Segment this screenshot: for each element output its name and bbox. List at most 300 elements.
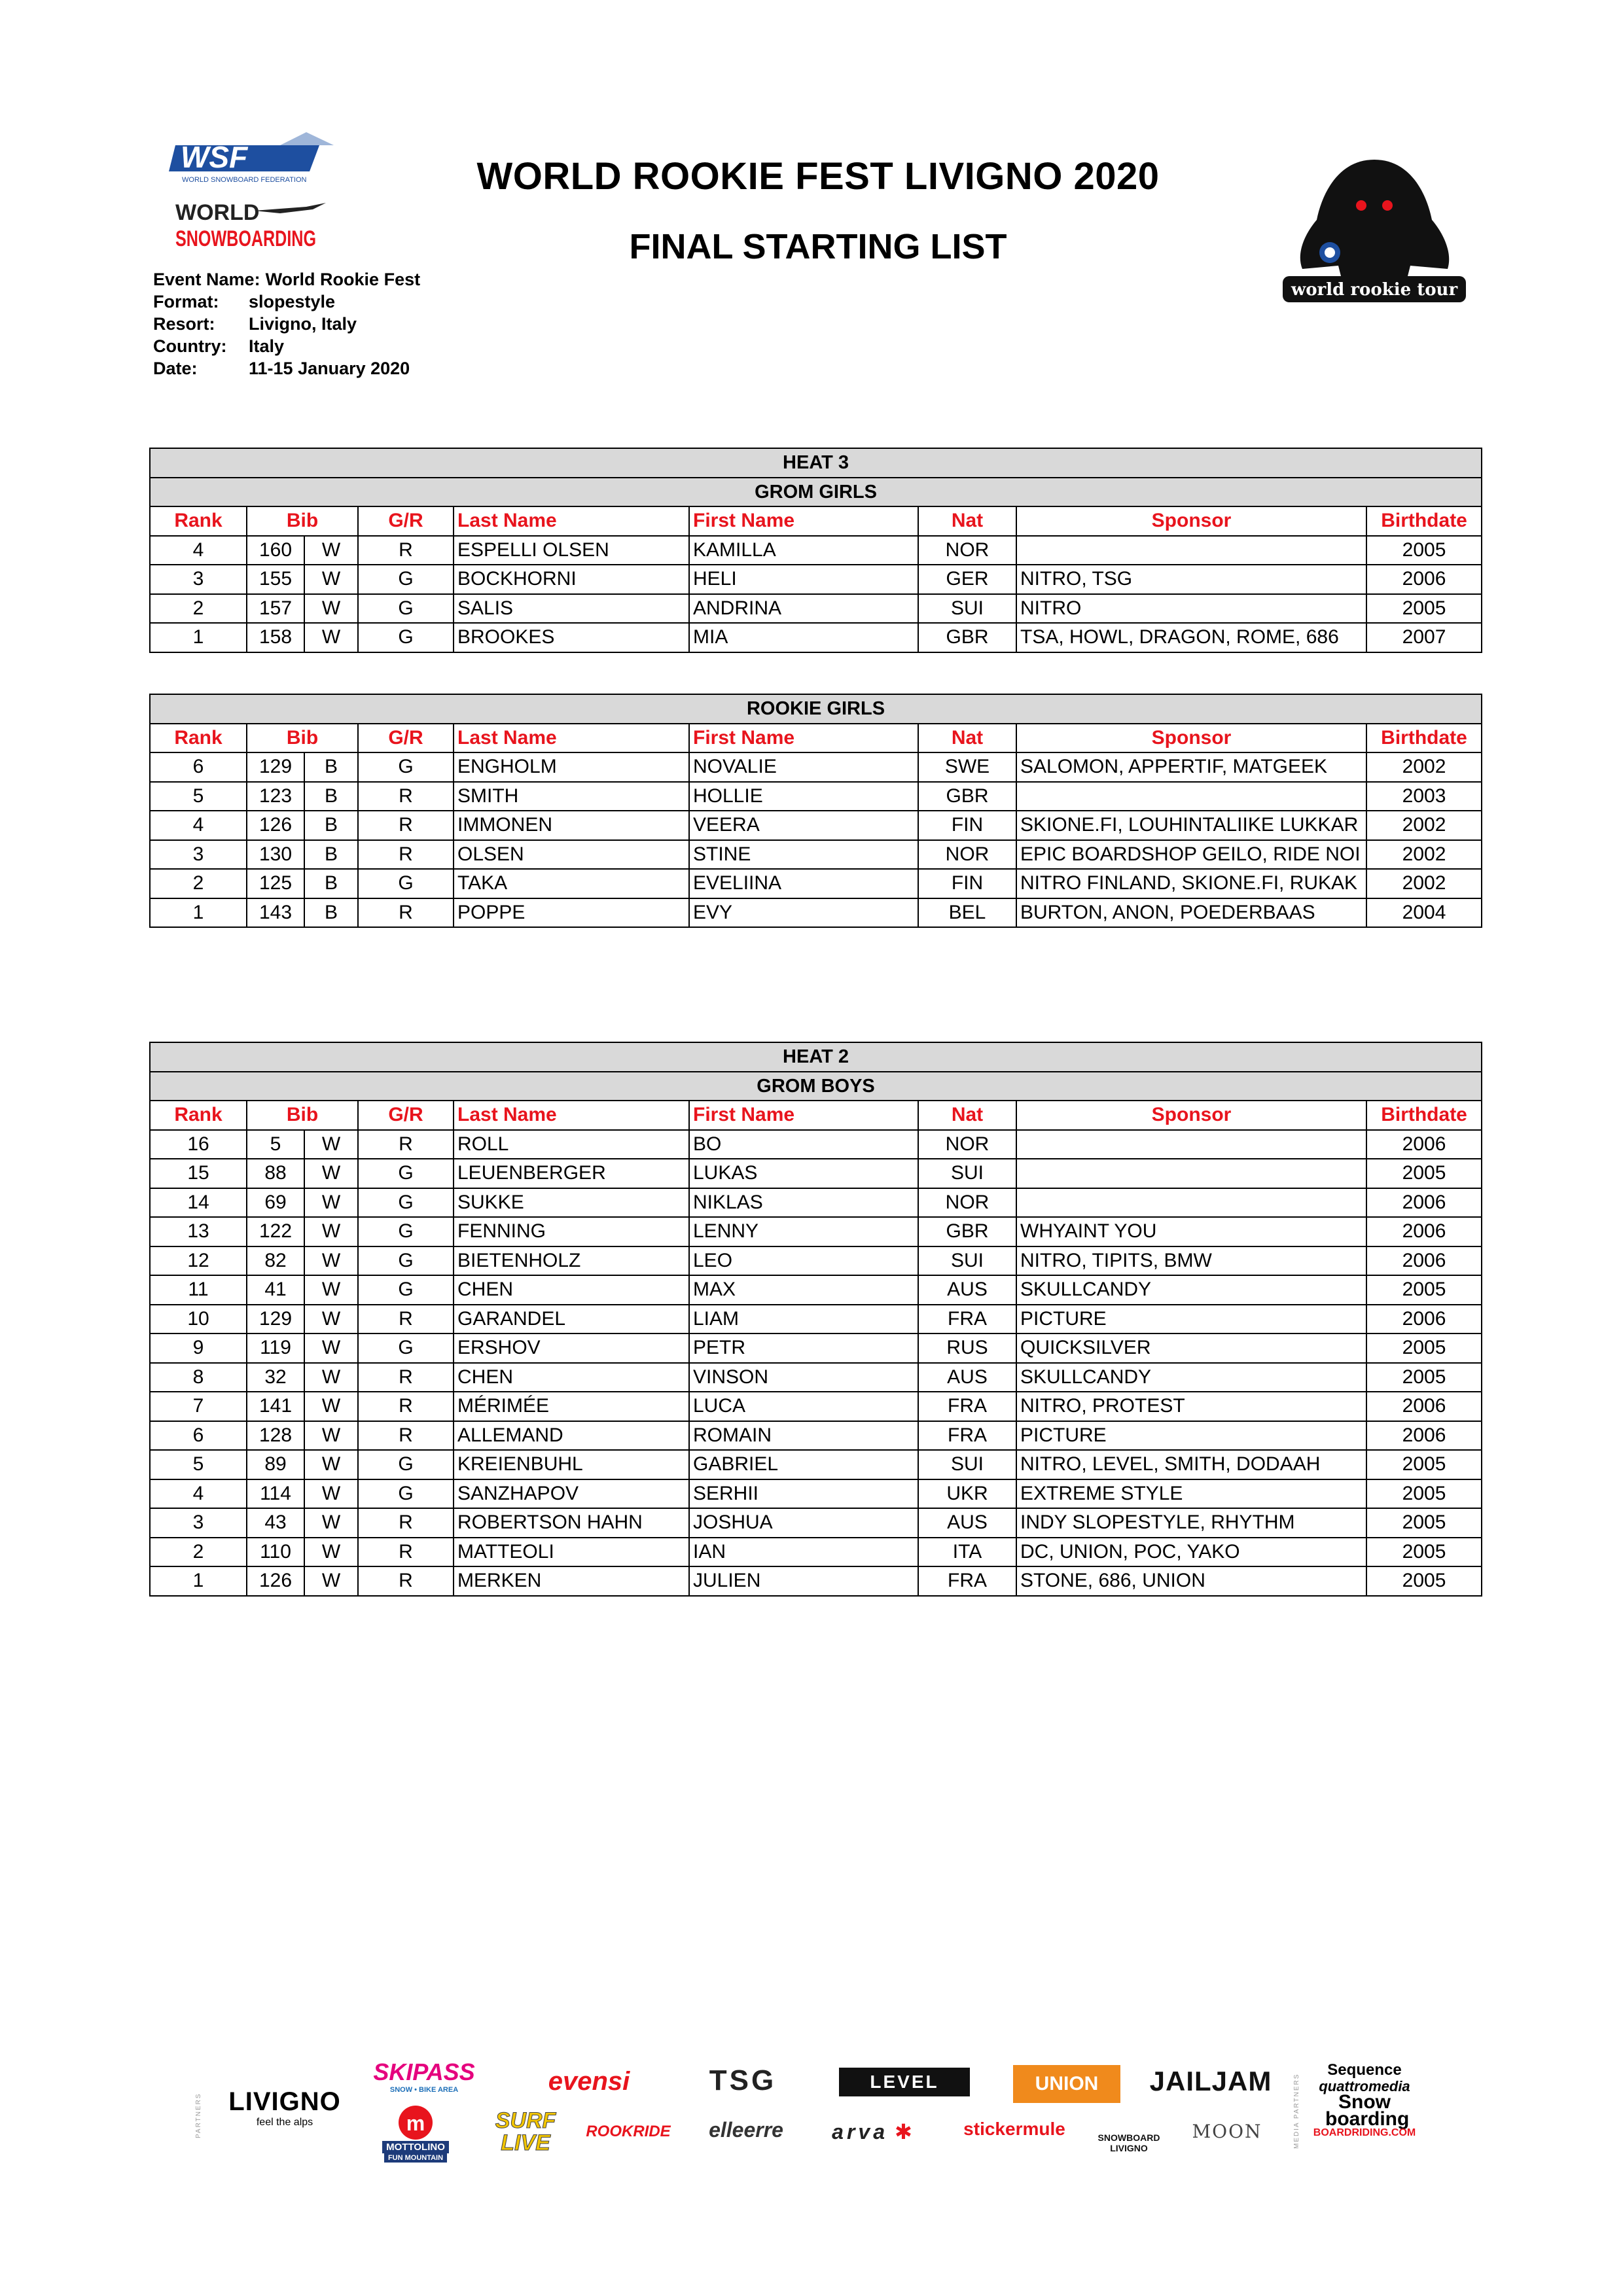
cell-first-name: BO [689, 1130, 918, 1159]
column-header-nat: Nat [918, 724, 1016, 753]
cell-rank: 9 [150, 1333, 247, 1363]
cell-bib-color: W [304, 1479, 358, 1509]
cell-gr: G [358, 869, 454, 898]
table-header-row [150, 506, 1482, 536]
cell-nat: SUI [918, 1450, 1016, 1479]
column-header-bib: Bib [247, 506, 358, 536]
cell-first-name: MIA [689, 623, 918, 652]
cell-rank: 13 [150, 1217, 247, 1246]
event-info-row [153, 268, 420, 291]
surflive-logo: SURF LIVE [495, 2108, 556, 2155]
column-header-sponsor: Sponsor [1016, 724, 1366, 753]
cell-gr: G [358, 1217, 454, 1246]
cell-bib: 122 [247, 1217, 304, 1246]
cell-last-name: IMMONEN [454, 811, 689, 840]
stickermule-logo: stickermule [963, 2119, 1065, 2139]
cell-gr: G [358, 1246, 454, 1276]
table-header-row [150, 724, 1482, 753]
cell-birthdate: 2006 [1366, 1130, 1482, 1159]
table-row [150, 1421, 1482, 1451]
cell-bib: 129 [247, 752, 304, 782]
column-header-rank: Rank [150, 1101, 247, 1130]
cell-sponsor [1016, 1159, 1366, 1188]
table-row [150, 594, 1482, 624]
cell-bib: 155 [247, 565, 304, 594]
cell-nat: GER [918, 565, 1016, 594]
event-info-value: slopestyle [249, 292, 336, 311]
cell-birthdate: 2006 [1366, 1305, 1482, 1334]
cell-birthdate: 2005 [1366, 1450, 1482, 1479]
cell-sponsor: SKIONE.FI, LOUHINTALIIKE LUKKAR [1016, 811, 1366, 840]
jailjam-logo: JAILJAM [1149, 2066, 1272, 2096]
cell-last-name: GARANDEL [454, 1305, 689, 1334]
event-info-row [153, 335, 420, 357]
cell-rank: 3 [150, 1508, 247, 1538]
cell-last-name: BROOKES [454, 623, 689, 652]
column-header-sponsor: Sponsor [1016, 506, 1366, 536]
cell-bib-color: W [304, 594, 358, 624]
cell-sponsor: STONE, 686, UNION [1016, 1566, 1366, 1596]
cell-last-name: BIETENHOLZ [454, 1246, 689, 1276]
table-row [150, 1217, 1482, 1246]
cell-bib-color: W [304, 565, 358, 594]
skipass-logo [359, 2058, 490, 2094]
cell-gr: G [358, 752, 454, 782]
cell-nat: SUI [918, 594, 1016, 624]
cell-gr: G [358, 1275, 454, 1305]
cell-rank: 7 [150, 1392, 247, 1421]
cell-nat: NOR [918, 536, 1016, 565]
cell-rank: 5 [150, 782, 247, 811]
column-header-first-name: First Name [689, 1101, 918, 1130]
cell-last-name: ROLL [454, 1130, 689, 1159]
arva-star-icon: ✱ [895, 2120, 916, 2144]
cell-rank: 6 [150, 1421, 247, 1451]
cell-sponsor: NITRO, TSG [1016, 565, 1366, 594]
skipass-logo-text: SKIPASS [373, 2058, 475, 2085]
media-partners-logos [1309, 2056, 1420, 2145]
evensi-logo: evensi [548, 2066, 630, 2096]
event-info-value: Livigno, Italy [249, 314, 357, 334]
cell-last-name: POPPE [454, 898, 689, 928]
column-header-first-name: First Name [689, 724, 918, 753]
cell-rank: 11 [150, 1275, 247, 1305]
cell-nat: RUS [918, 1333, 1016, 1363]
cell-bib-color: W [304, 1450, 358, 1479]
column-header-last-name: Last Name [454, 1101, 689, 1130]
cell-last-name: CHEN [454, 1275, 689, 1305]
table-row [150, 1275, 1482, 1305]
yeti-logo-text: world rookie tour [1291, 280, 1458, 300]
event-info-value: 11-15 January 2020 [249, 359, 410, 378]
snowboard-livigno-logo: SNOWBOARD LIVIGNO [1097, 2132, 1160, 2153]
cell-bib: 5 [247, 1130, 304, 1159]
cell-last-name: CHEN [454, 1363, 689, 1392]
cell-birthdate: 2006 [1366, 1392, 1482, 1421]
table-row [150, 1392, 1482, 1421]
cell-rank: 2 [150, 1538, 247, 1567]
skipass-logo-sub: SNOW • BIKE AREA [389, 2086, 459, 2094]
media-partners-label: MEDIA PARTNERS [1293, 2073, 1300, 2149]
cell-rank: 2 [150, 594, 247, 624]
table-row [150, 752, 1482, 782]
cell-bib-color: W [304, 1538, 358, 1567]
cell-nat: ITA [918, 1538, 1016, 1567]
cell-birthdate: 2006 [1366, 1421, 1482, 1451]
cell-bib-color: W [304, 1421, 358, 1451]
cell-birthdate: 2002 [1366, 752, 1482, 782]
cell-rank: 1 [150, 898, 247, 928]
cell-nat: UKR [918, 1479, 1016, 1509]
cell-sponsor: DC, UNION, POC, YAKO [1016, 1538, 1366, 1567]
table-row [150, 623, 1482, 652]
event-info-row [153, 313, 420, 335]
cell-bib: 157 [247, 594, 304, 624]
cell-bib-color: W [304, 623, 358, 652]
cell-bib: 129 [247, 1305, 304, 1334]
cell-bib-color: W [304, 1188, 358, 1218]
column-header-first-name: First Name [689, 506, 918, 536]
union-logo: UNION [1013, 2065, 1120, 2103]
cell-first-name: SERHII [689, 1479, 918, 1509]
cell-nat: FRA [918, 1392, 1016, 1421]
page-subtitle: FINAL STARTING LIST [629, 227, 1007, 266]
cell-bib-color: W [304, 1363, 358, 1392]
table-row [150, 1566, 1482, 1596]
event-info-value: World Rookie Fest [265, 270, 421, 289]
table-row [150, 811, 1482, 840]
table-row [150, 1450, 1482, 1479]
cell-bib: 119 [247, 1333, 304, 1363]
cell-birthdate: 2005 [1366, 1363, 1482, 1392]
event-info-row [153, 291, 420, 313]
cell-birthdate: 2005 [1366, 536, 1482, 565]
ws-logo-line1: WORLD [175, 200, 260, 225]
cell-birthdate: 2007 [1366, 623, 1482, 652]
cell-sponsor: TSA, HOWL, DRAGON, ROME, 686 [1016, 623, 1366, 652]
arva-logo [812, 2117, 936, 2146]
column-header-birthdate: Birthdate [1366, 506, 1482, 536]
livigno-logo-tag: feel the alps [256, 2116, 313, 2128]
cell-bib-color: W [304, 1159, 358, 1188]
column-header-rank: Rank [150, 724, 247, 753]
heat3-rookie-girls-table [149, 694, 1482, 928]
grom-boys-title: GROM BOYS [150, 1072, 1482, 1101]
cell-first-name: EVELIINA [689, 869, 918, 898]
cell-bib: 82 [247, 1246, 304, 1276]
cell-gr: G [358, 565, 454, 594]
cell-bib: 43 [247, 1508, 304, 1538]
cell-gr: R [358, 782, 454, 811]
cell-first-name: VINSON [689, 1363, 918, 1392]
cell-gr: G [358, 1479, 454, 1509]
livigno-logo-text: LIVIGNO [228, 2087, 341, 2116]
world-rookie-tour-logo [1276, 154, 1472, 306]
cell-last-name: TAKA [454, 869, 689, 898]
cell-bib: 141 [247, 1392, 304, 1421]
cell-first-name: ROMAIN [689, 1421, 918, 1451]
column-header-birthdate: Birthdate [1366, 724, 1482, 753]
cell-bib: 128 [247, 1421, 304, 1451]
cell-sponsor: QUICKSILVER [1016, 1333, 1366, 1363]
cell-birthdate: 2005 [1366, 1275, 1482, 1305]
cell-gr: R [358, 1392, 454, 1421]
event-info [153, 268, 420, 380]
cell-first-name: GABRIEL [689, 1450, 918, 1479]
cell-nat: AUS [918, 1275, 1016, 1305]
cell-bib: 160 [247, 536, 304, 565]
cell-bib-color: W [304, 1246, 358, 1276]
world-snowboarding-logo [175, 198, 332, 253]
cell-gr: G [358, 1333, 454, 1363]
cell-rank: 1 [150, 1566, 247, 1596]
cell-birthdate: 2004 [1366, 898, 1482, 928]
cell-birthdate: 2005 [1366, 1566, 1482, 1596]
cell-nat: GBR [918, 782, 1016, 811]
cell-bib-color: B [304, 840, 358, 870]
cell-rank: 3 [150, 565, 247, 594]
cell-bib: 114 [247, 1479, 304, 1509]
level-logo: LEVEL [839, 2068, 970, 2096]
cell-first-name: IAN [689, 1538, 918, 1567]
cell-bib: 126 [247, 1566, 304, 1596]
cell-bib: 88 [247, 1159, 304, 1188]
cell-bib-color: W [304, 1275, 358, 1305]
event-info-label: Event Name: [153, 270, 260, 289]
event-info-row [153, 357, 420, 380]
cell-last-name: BOCKHORNI [454, 565, 689, 594]
cell-rank: 16 [150, 1130, 247, 1159]
cell-bib-color: W [304, 536, 358, 565]
cell-first-name: JOSHUA [689, 1508, 918, 1538]
cell-bib-color: B [304, 869, 358, 898]
column-header-nat: Nat [918, 1101, 1016, 1130]
cell-sponsor: NITRO, PROTEST [1016, 1392, 1366, 1421]
cell-last-name: ENGHOLM [454, 752, 689, 782]
cell-bib-color: B [304, 752, 358, 782]
cell-bib: 32 [247, 1363, 304, 1392]
column-header-last-name: Last Name [454, 506, 689, 536]
table-row [150, 1305, 1482, 1334]
cell-nat: GBR [918, 623, 1016, 652]
cell-rank: 15 [150, 1159, 247, 1188]
cell-bib-color: W [304, 1333, 358, 1363]
cell-last-name: LEUENBERGER [454, 1159, 689, 1188]
column-header-bib: Bib [247, 1101, 358, 1130]
column-header-g-r: G/R [358, 506, 454, 536]
arva-logo-text: arva [832, 2119, 889, 2144]
cell-sponsor: PICTURE [1016, 1421, 1366, 1451]
cell-bib-color: W [304, 1392, 358, 1421]
cell-last-name: KREIENBUHL [454, 1450, 689, 1479]
cell-last-name: OLSEN [454, 840, 689, 870]
cell-rank: 8 [150, 1363, 247, 1392]
cell-bib-color: B [304, 782, 358, 811]
cell-gr: G [358, 1188, 454, 1218]
cell-last-name: MATTEOLI [454, 1538, 689, 1567]
cell-bib-color: W [304, 1130, 358, 1159]
cell-bib-color: W [304, 1305, 358, 1334]
cell-last-name: ESPELLI OLSEN [454, 536, 689, 565]
cell-birthdate: 2006 [1366, 1217, 1482, 1246]
mottolino-logo-sub: FUN MOUNTAIN [384, 2153, 447, 2163]
cell-first-name: PETR [689, 1333, 918, 1363]
table-row [150, 1188, 1482, 1218]
cell-sponsor: NITRO, LEVEL, SMITH, DODAAH [1016, 1450, 1366, 1479]
table-row [150, 869, 1482, 898]
cell-nat: FIN [918, 869, 1016, 898]
ws-logo-line2: SNOWBOARDING [175, 226, 316, 251]
column-header-nat: Nat [918, 506, 1016, 536]
cell-bib-color: B [304, 811, 358, 840]
cell-first-name: LENNY [689, 1217, 918, 1246]
svg-text:m: m [406, 2111, 425, 2135]
cell-bib: 69 [247, 1188, 304, 1218]
mottolino-logo [363, 2100, 468, 2166]
cell-last-name: ROBERTSON HAHN [454, 1508, 689, 1538]
cell-birthdate: 2002 [1366, 869, 1482, 898]
tsg-logo: TSG [709, 2064, 777, 2096]
cell-rank: 14 [150, 1188, 247, 1218]
table-row [150, 840, 1482, 870]
partners-label: PARTNERS [195, 2093, 202, 2138]
cell-sponsor: SKULLCANDY [1016, 1363, 1366, 1392]
cell-sponsor: BURTON, ANON, POEDERBAAS [1016, 898, 1366, 928]
cell-birthdate: 2006 [1366, 565, 1482, 594]
cell-bib: 158 [247, 623, 304, 652]
table-row [150, 1538, 1482, 1567]
table-row [150, 565, 1482, 594]
cell-birthdate: 2005 [1366, 1159, 1482, 1188]
table-row [150, 1508, 1482, 1538]
cell-rank: 10 [150, 1305, 247, 1334]
table-row [150, 536, 1482, 565]
quattromedia-logo: quattromedia [1319, 2077, 1410, 2094]
cell-sponsor: PICTURE [1016, 1305, 1366, 1334]
cell-birthdate: 2006 [1366, 1246, 1482, 1276]
cell-gr: G [358, 594, 454, 624]
cell-bib-color: W [304, 1508, 358, 1538]
cell-last-name: MERKEN [454, 1566, 689, 1596]
cell-sponsor: SALOMON, APPERTIF, MATGEEK [1016, 752, 1366, 782]
cell-bib: 89 [247, 1450, 304, 1479]
table-header-row [150, 1101, 1482, 1130]
cell-gr: R [358, 1421, 454, 1451]
cell-nat: SUI [918, 1246, 1016, 1276]
heat3-grom-girls-table [149, 448, 1482, 653]
table-row [150, 1333, 1482, 1363]
cell-first-name: EVY [689, 898, 918, 928]
elleerre-logo: elleerre [709, 2117, 783, 2142]
cell-sponsor: NITRO FINLAND, SKIONE.FI, RUKAK [1016, 869, 1366, 898]
table-row [150, 1246, 1482, 1276]
cell-nat: BEL [918, 898, 1016, 928]
cell-gr: G [358, 1159, 454, 1188]
cell-birthdate: 2002 [1366, 840, 1482, 870]
cell-rank: 1 [150, 623, 247, 652]
cell-last-name: ALLEMAND [454, 1421, 689, 1451]
cell-nat: NOR [918, 1130, 1016, 1159]
cell-first-name: HELI [689, 565, 918, 594]
cell-birthdate: 2006 [1366, 1188, 1482, 1218]
cell-bib: 143 [247, 898, 304, 928]
column-header-birthdate: Birthdate [1366, 1101, 1482, 1130]
cell-nat: FRA [918, 1305, 1016, 1334]
cell-rank: 2 [150, 869, 247, 898]
cell-first-name: LUCA [689, 1392, 918, 1421]
cell-first-name: STINE [689, 840, 918, 870]
heat3-title: HEAT 3 [150, 448, 1482, 478]
wsf-logo-text: WSF [181, 140, 248, 174]
column-header-last-name: Last Name [454, 724, 689, 753]
table-row [150, 1159, 1482, 1188]
cell-first-name: HOLLIE [689, 782, 918, 811]
cell-sponsor: NITRO [1016, 594, 1366, 624]
rookie-girls-title: ROOKIE GIRLS [150, 694, 1482, 724]
cell-birthdate: 2005 [1366, 1508, 1482, 1538]
cell-rank: 6 [150, 752, 247, 782]
cell-nat: GBR [918, 1217, 1016, 1246]
wsf-logo [169, 131, 336, 185]
cell-gr: R [358, 1305, 454, 1334]
cell-last-name: SUKKE [454, 1188, 689, 1218]
cell-gr: R [358, 1538, 454, 1567]
cell-sponsor: INDY SLOPESTYLE, RHYTHM [1016, 1508, 1366, 1538]
mottolino-logo-text: MOTTOLINO [382, 2141, 449, 2153]
cell-nat: NOR [918, 1188, 1016, 1218]
cell-bib: 41 [247, 1275, 304, 1305]
cell-sponsor: NITRO, TIPITS, BMW [1016, 1246, 1366, 1276]
moon-logo: MOON [1192, 2120, 1262, 2142]
cell-last-name: SANZHAPOV [454, 1479, 689, 1509]
cell-birthdate: 2003 [1366, 782, 1482, 811]
cell-sponsor [1016, 1188, 1366, 1218]
cell-birthdate: 2005 [1366, 1479, 1482, 1509]
cell-gr: R [358, 1566, 454, 1596]
event-info-value: Italy [249, 336, 285, 356]
heat2-title: HEAT 2 [150, 1042, 1482, 1072]
cell-first-name: LEO [689, 1246, 918, 1276]
table-row [150, 1479, 1482, 1509]
cell-rank: 4 [150, 536, 247, 565]
cell-first-name: KAMILLA [689, 536, 918, 565]
cell-sponsor [1016, 782, 1366, 811]
livigno-logo [216, 2087, 353, 2128]
cell-first-name: JULIEN [689, 1566, 918, 1596]
cell-bib: 123 [247, 782, 304, 811]
cell-first-name: MAX [689, 1275, 918, 1305]
cell-gr: R [358, 1363, 454, 1392]
cell-first-name: NOVALIE [689, 752, 918, 782]
cell-first-name: NIKLAS [689, 1188, 918, 1218]
cell-bib: 110 [247, 1538, 304, 1567]
column-header-rank: Rank [150, 506, 247, 536]
cell-sponsor: EXTREME STYLE [1016, 1479, 1366, 1509]
column-header-g-r: G/R [358, 724, 454, 753]
cell-sponsor [1016, 1130, 1366, 1159]
cell-first-name: ANDRINA [689, 594, 918, 624]
cell-gr: R [358, 536, 454, 565]
cell-first-name: LUKAS [689, 1159, 918, 1188]
cell-first-name: VEERA [689, 811, 918, 840]
cell-sponsor: WHYAINT YOU [1016, 1217, 1366, 1246]
cell-first-name: LIAM [689, 1305, 918, 1334]
rookride-logo: ROOKRIDE [586, 2123, 671, 2140]
grom-girls-title: GROM GIRLS [150, 478, 1482, 507]
cell-sponsor: SKULLCANDY [1016, 1275, 1366, 1305]
cell-birthdate: 2005 [1366, 594, 1482, 624]
cell-gr: G [358, 623, 454, 652]
